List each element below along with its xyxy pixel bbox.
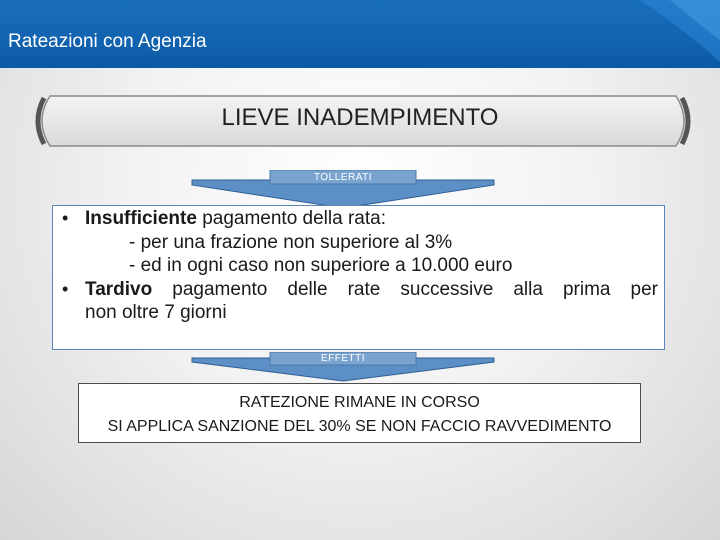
arrow-effetti bbox=[190, 352, 496, 382]
bullet-2-text: pagamento delle rate successive alla prima per bbox=[172, 278, 658, 300]
arrow-label-effetti: EFFETTI bbox=[320, 353, 366, 364]
bullet-2-continuation: non oltre 7 giorni bbox=[85, 302, 227, 323]
bullet-dot-icon: • bbox=[62, 278, 69, 299]
conditions-box bbox=[52, 205, 665, 350]
header-swoosh-decoration bbox=[600, 0, 720, 68]
header-bar bbox=[0, 0, 720, 68]
result-line-2: SI APPLICA SANZIONE DEL 30% SE NON FACCIO RAVVEDIMENTO bbox=[107, 418, 612, 435]
result-line-1: RATEZIONE RIMANE IN CORSO bbox=[239, 394, 480, 411]
arrow-tollerati bbox=[190, 170, 496, 210]
bullet-insufficiente bbox=[53, 207, 658, 231]
sub-item-1: - per una frazione non superiore al 3% bbox=[129, 231, 453, 253]
bullet-1-text: pagamento della rata: bbox=[202, 208, 386, 229]
bullet-tardivo bbox=[53, 278, 658, 302]
arrow-label-tollerati: TOLLERATI bbox=[313, 172, 373, 183]
bullet-1-bold: Insufficiente bbox=[85, 208, 197, 229]
page-title: LIEVE INADEMPIMENTO bbox=[221, 104, 499, 131]
bullet-dot-icon: • bbox=[62, 208, 69, 228]
bullet-2-line bbox=[53, 278, 658, 302]
header-title: Rateazioni con Agenzia bbox=[8, 31, 207, 52]
bullet-2-bold: Tardivo bbox=[85, 278, 153, 300]
result-box bbox=[78, 383, 641, 443]
sub-item-2: - ed in ogni caso non superiore a 10.000 euro bbox=[129, 255, 513, 276]
